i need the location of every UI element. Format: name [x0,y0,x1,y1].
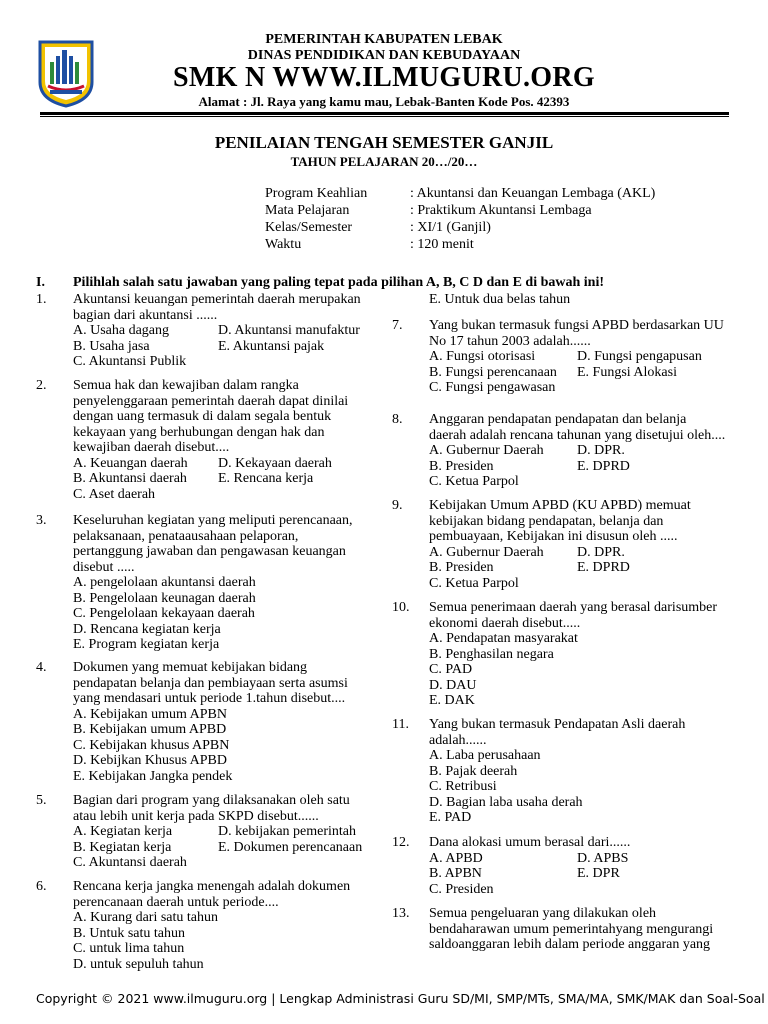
question-stem: Dokumen yang memuat kebijakan bidang pendapatan belanja dan pembiayaan serta asumsi yang mendasari untuk periode 1.tahun disebut.... [73,660,348,706]
question-stem: Semua pengeluaran yang dilakukan oleh bendaharawan umum pemerintahyang mengurangi saldoanggaran lebih dalam periode anggaran yang [429,906,714,952]
header-government: PEMERINTAH KABUPATEN LEBAK [265,32,503,47]
answer-options [429,631,732,709]
question-13 [392,906,732,953]
option-e[interactable]: E. DPRD [577,458,630,474]
option-c[interactable]: C. PAD [429,662,473,677]
option-c[interactable]: C. Fungsi pengawasan [429,380,556,395]
option-b[interactable]: B. Pajak deerah [429,763,518,779]
option-b[interactable]: B. Kebijakan umum APBD [73,722,227,737]
option-b[interactable]: B. APBN [429,866,482,881]
question-stem: Anggaran pendapatan pendapatan dan belanja daerah adalah rencana tahunan yang disetujui oleh.... [429,412,726,443]
question-number: 9. [392,498,403,513]
answer-options [73,575,376,653]
question-12 [392,835,732,897]
question-stem: Yang bukan termasuk fungsi APBD berdasarkan UU No 17 tahun 2003 adalah...... [429,318,724,349]
question-number: 4. [36,660,47,675]
option-d[interactable]: D. Kebijkan Khusus APBD [73,753,228,768]
option-a[interactable]: A. Keuangan daerah [73,455,188,471]
info-label: Kelas/Semester [265,220,353,235]
question-column-right [392,292,732,982]
option-a[interactable]: A. Usaha dagang [73,323,170,338]
option-b[interactable]: B. Presiden [429,458,494,474]
option-b[interactable]: B. Presiden [429,560,494,575]
question-6-continued [392,292,732,308]
option-b[interactable]: B. Fungsi perencanaan [429,364,557,380]
info-label: Waktu [265,237,302,252]
question-number: 13. [392,906,410,921]
option-d[interactable]: D. kebijakan pemerintah [218,824,357,839]
option-d[interactable]: D. Fungsi pengapusan [577,349,702,364]
header-department: DINAS PENDIDIKAN DAN KEBUDAYAAN [247,48,521,63]
question-number: 5. [36,793,47,808]
question-number: 8. [392,412,403,427]
question-number: 10. [392,600,410,615]
option-d[interactable]: D. Rencana kegiatan kerja [73,621,221,637]
option-c[interactable]: C. untuk lima tahun [73,941,185,956]
option-d[interactable]: D. Akuntansi manufaktur [218,323,360,338]
option-e[interactable]: E. Rencana kerja [218,471,314,486]
question-7 [392,318,732,396]
exam-info [0,186,768,256]
answer-options [429,545,732,592]
answer-options [429,748,732,826]
answer-options [429,349,732,396]
question-stem: Akuntansi keuangan pemerintah daerah merupakan bagian dari akuntansi ...... [73,292,361,323]
option-e[interactable]: E. Fungsi Alokasi [577,364,677,380]
option-e[interactable]: E. PAD [429,810,472,825]
option-a[interactable]: A. Kegiatan kerja [73,824,173,839]
question-number: 12. [392,835,410,850]
option-d[interactable]: D. APBS [577,850,629,866]
section-number: I. [36,275,45,290]
question-stem: Rencana kerja jangka menengah adalah dokumen perencanaan daerah untuk periode.... [73,879,351,910]
option-e[interactable]: E. Akuntansi pajak [218,338,325,354]
question-stem: Keseluruhan kegiatan yang meliputi perencanaan, pelaksanaan, penataausahaan pelaporan, pertanggung jawaban dan pengawasan keuangan disebut ..... [73,513,353,575]
copyright-footer: Copyright © 2021 www.ilmuguru.org | Lengkap Administrasi Guru SD/MI, SMP/MTs, SMA/MA, SMK/MAK dan Soal-Soal [36,991,765,1006]
option-e[interactable]: E. Program kegiatan kerja [73,637,220,652]
option-e[interactable]: E. DAK [429,693,475,708]
answer-options [429,851,732,898]
option-b[interactable]: B. Akuntansi daerah [73,471,187,486]
option-e[interactable]: E. Dokumen perencanaan [218,839,363,855]
option-e[interactable]: E. DPRD [577,560,630,575]
answer-options [73,323,376,370]
question-stem: Kebijakan Umum APBD (KU APBD) memuat kebijakan bidang pendapatan, belanja dan pembuayaan, Kebijakan ini disusun oleh ..... [429,498,691,544]
answer-options [429,443,732,490]
question-6 [36,879,376,972]
header-divider-thin [40,116,729,117]
exam-year: TAHUN PELAJARAN 20…/20… [290,154,478,169]
exam-title: PENILAIAN TENGAH SEMESTER GANJIL [214,133,554,152]
option-d[interactable]: D. untuk sepuluh tahun [73,956,204,972]
option-b[interactable]: B. Untuk satu tahun [73,925,185,941]
question-5 [36,793,376,871]
header-address: Alamat : Jl. Raya yang kamu mau, Lebak-Banten Kode Pos. 42393 [198,94,570,109]
option-c[interactable]: C. Ketua Parpol [429,575,519,591]
info-value: : Akuntansi dan Keuangan Lembaga (AKL) [410,186,656,201]
question-number: 6. [36,879,47,894]
header-divider-thick [40,112,729,115]
option-a[interactable]: A. Kurang dari satu tahun [73,910,219,925]
option-d[interactable]: D. Kekayaan daerah [218,455,332,471]
info-row [0,237,768,253]
option-a[interactable]: A. pengelolaan akuntansi daerah [73,575,256,590]
option-a[interactable]: A. Kebijakan umum APBN [73,706,227,722]
option-b[interactable]: B. Usaha jasa [73,338,150,354]
option-c[interactable]: C. Retribusi [429,779,497,794]
option-a[interactable]: A. Gubernur Daerah [429,544,544,560]
info-row [0,203,768,219]
question-stem: Bagian dari program yang dilaksanakan oleh satu atau lebih unit kerja pada SKPD disebut...... [73,793,350,824]
question-stem: Yang bukan termasuk Pendapatan Asli daerah adalah...... [429,717,686,748]
option-b[interactable]: B. Pengelolaan keunagan daerah [73,590,256,606]
district-emblem-logo [36,38,96,108]
answer-options [429,292,732,308]
answer-options [73,910,376,972]
option-c[interactable]: C. Pengelolaan kekayaan daerah [73,606,255,621]
question-stem: Dana alokasi umum berasal dari...... [429,835,631,850]
option-e[interactable]: E. Untuk dua belas tahun [429,292,571,307]
info-label: Program Keahlian [265,186,368,201]
info-value: : 120 menit [410,237,474,252]
question-11 [392,717,732,826]
option-a[interactable]: A. Laba perusahaan [429,748,541,763]
option-a[interactable]: A. Pendapatan masyarakat [429,631,578,646]
answer-options [73,707,376,785]
info-value: : XI/1 (Ganjil) [410,220,491,235]
option-c[interactable]: C. Kebijakan khusus APBN [73,737,230,753]
option-d[interactable]: D. DPR. [577,544,625,560]
question-10 [392,600,732,709]
option-a[interactable]: A. Gubernur Daerah [429,443,544,458]
option-b[interactable]: B. Kegiatan kerja [73,839,172,855]
question-number: 7. [392,318,403,333]
section-instruction: Pilihlah salah satu jawaban yang paling tepat pada pilihan A, B, C D dan E di bawah ini! [73,275,605,290]
question-8 [392,412,732,490]
question-stem: Semua hak dan kewajiban dalam rangka penyelenggaraan pemerintah daerah dapat dinilai dengan uang termasuk di dalam segala bentuk kekayaan yang berhubungan dengan hak dan kewajiban daerah disebut.... [73,378,349,455]
info-value: : Praktikum Akuntansi Lembaga [410,203,592,218]
option-d[interactable]: D. DAU [429,677,477,693]
info-row [0,186,768,202]
question-9 [392,498,732,591]
option-c[interactable]: C. Akuntansi daerah [73,855,187,870]
option-c[interactable]: C. Presiden [429,881,494,897]
option-d[interactable]: D. Bagian laba usaha derah [429,794,583,810]
option-d[interactable]: D. DPR. [577,443,625,458]
question-number: 11. [392,717,409,732]
question-3 [36,513,376,653]
question-4 [36,660,376,784]
info-row [0,220,768,236]
option-e[interactable]: E. Kebijakan Jangka pendek [73,768,233,784]
option-a[interactable]: A. APBD [429,850,483,866]
option-c[interactable]: C. Ketua Parpol [429,474,519,489]
option-b[interactable]: B. Penghasilan negara [429,646,554,662]
info-label: Mata Pelajaran [265,203,350,218]
option-e[interactable]: E. DPR [577,866,620,881]
answer-options [73,456,376,503]
question-stem: Semua penerimaan daerah yang berasal darisumber ekonomi daerah disebut..... [429,600,718,631]
header-school-name: SMK N WWW.ILMUGURU.ORG [173,62,595,93]
question-column-left [36,292,376,982]
question-number: 2. [36,378,47,393]
answer-options [73,824,376,871]
question-number: 1. [36,292,47,307]
option-c[interactable]: C. Aset daerah [73,486,156,502]
question-number: 3. [36,513,47,528]
question-1 [36,292,376,370]
option-a[interactable]: A. Fungsi otorisasi [429,349,536,364]
option-c[interactable]: C. Akuntansi Publik [73,354,187,369]
question-2 [36,378,376,502]
